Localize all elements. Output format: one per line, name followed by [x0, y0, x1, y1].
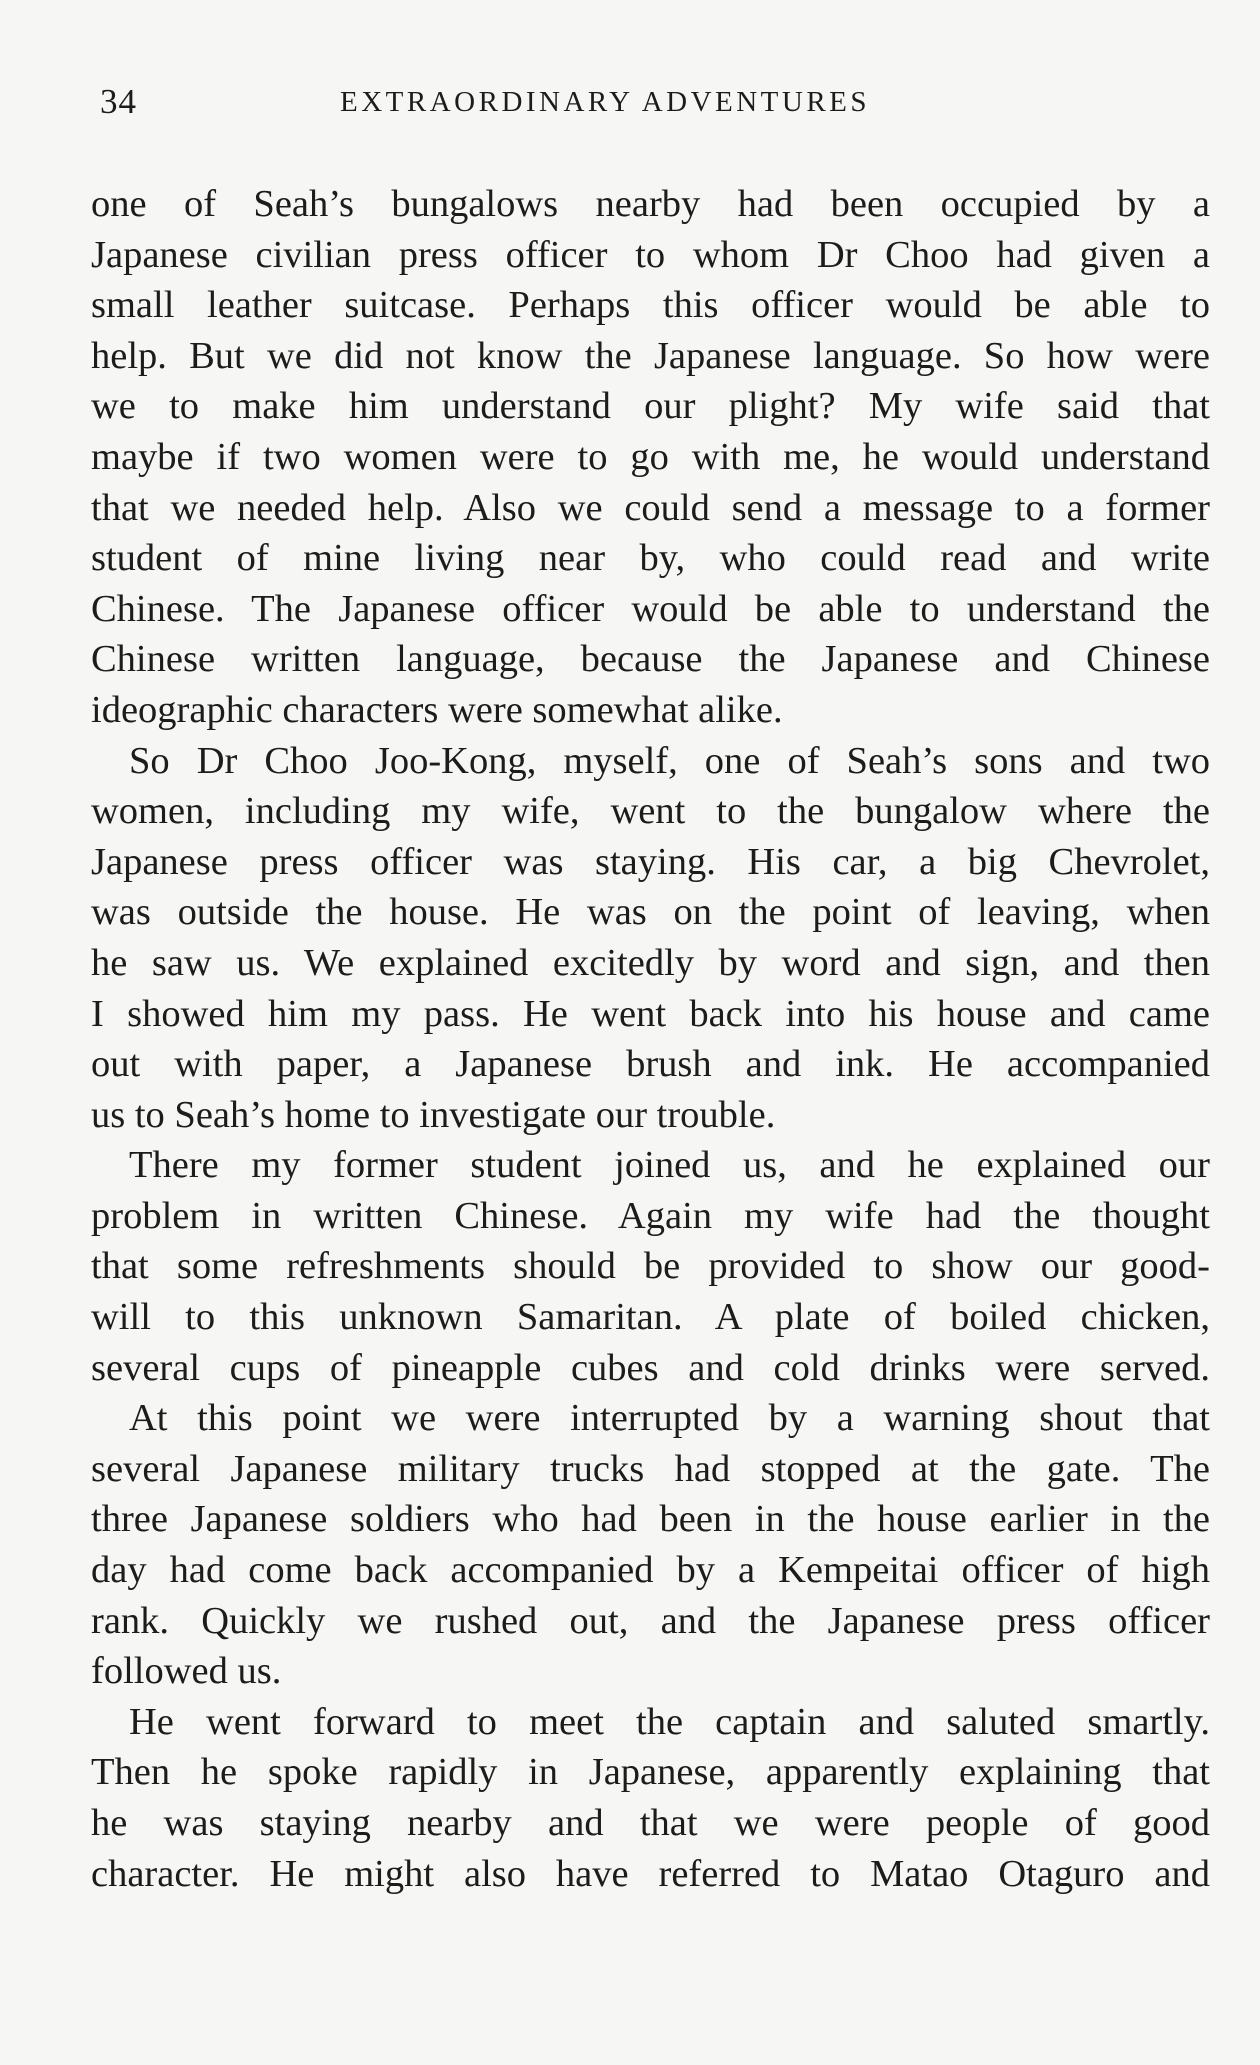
- text-line: was outside the house. He was on the point of leaving, when: [91, 891, 1210, 934]
- paragraph: [91, 1140, 1210, 1393]
- page-number: 34: [100, 82, 137, 121]
- text-line: rank. Quickly we rushed out, and the Japanese press officer: [91, 1599, 1210, 1642]
- text-line: small leather suitcase. Perhaps this officer would be able to: [91, 284, 1210, 327]
- text-line: student of mine living near by, who could read and write: [91, 537, 1210, 580]
- text-line: maybe if two women were to go with me, he would understand: [91, 435, 1210, 478]
- text-line: Japanese civilian press officer to whom Dr Choo had given a: [91, 233, 1210, 276]
- text-line: that some refreshments should be provided to show our good-: [91, 1245, 1210, 1288]
- body-text: [91, 179, 1210, 1899]
- text-line: At this point we were interrupted by a warning shout that: [129, 1397, 1210, 1440]
- text-line: So Dr Choo Joo-Kong, myself, one of Seah’s sons and two: [129, 739, 1210, 782]
- text-line: out with paper, a Japanese brush and ink. He accompanied: [91, 1043, 1210, 1086]
- text-line: one of Seah’s bungalows nearby had been occupied by a: [91, 183, 1210, 225]
- text-line: three Japanese soldiers who had been in the house earlier in the: [91, 1498, 1210, 1541]
- text-line: There my former student joined us, and he explained our: [129, 1144, 1210, 1187]
- text-line: Chinese written language, because the Japanese and Chinese: [91, 638, 1210, 681]
- running-title: EXTRAORDINARY ADVENTURES: [340, 86, 871, 118]
- text-line: Then he spoke rapidly in Japanese, apparently explaining that: [91, 1751, 1210, 1794]
- text-line: us to Seah’s home to investigate our trouble.: [91, 1093, 776, 1136]
- paragraph: [91, 179, 1210, 736]
- text-line: He went forward to meet the captain and saluted smartly.: [129, 1700, 1210, 1743]
- text-line: he saw us. We explained excitedly by word and sign, and then: [91, 941, 1210, 984]
- text-line: women, including my wife, went to the bungalow where the: [91, 790, 1210, 833]
- text-line: ideographic characters were somewhat alike.: [91, 688, 783, 731]
- paragraph: [91, 1697, 1210, 1899]
- text-line: several Japanese military trucks had stopped at the gate. The: [91, 1447, 1210, 1490]
- text-line: character. He might also have referred to Matao Otaguro and: [91, 1852, 1210, 1895]
- text-line: Japanese press officer was staying. His car, a big Chevrolet,: [91, 840, 1210, 883]
- text-line: help. But we did not know the Japanese language. So how were: [91, 334, 1210, 377]
- running-head: [100, 82, 1210, 132]
- paragraph: [91, 736, 1210, 1141]
- text-line: day had come back accompanied by a Kempeitai officer of high: [91, 1549, 1210, 1592]
- text-line: will to this unknown Samaritan. A plate of boiled chicken,: [91, 1296, 1210, 1339]
- paragraph: [91, 1393, 1210, 1697]
- text-line: that we needed help. Also we could send a message to a former: [91, 486, 1210, 529]
- text-line: problem in written Chinese. Again my wife had the thought: [91, 1194, 1210, 1237]
- text-line: several cups of pineapple cubes and cold drinks were served.: [91, 1346, 1210, 1389]
- text-line: followed us.: [91, 1650, 282, 1693]
- text-line: we to make him understand our plight? My wife said that: [91, 385, 1210, 428]
- text-line: he was staying nearby and that we were people of good: [91, 1802, 1210, 1844]
- text-line: I showed him my pass. He went back into his house and came: [91, 992, 1210, 1035]
- text-line: Chinese. The Japanese officer would be able to understand the: [91, 587, 1210, 630]
